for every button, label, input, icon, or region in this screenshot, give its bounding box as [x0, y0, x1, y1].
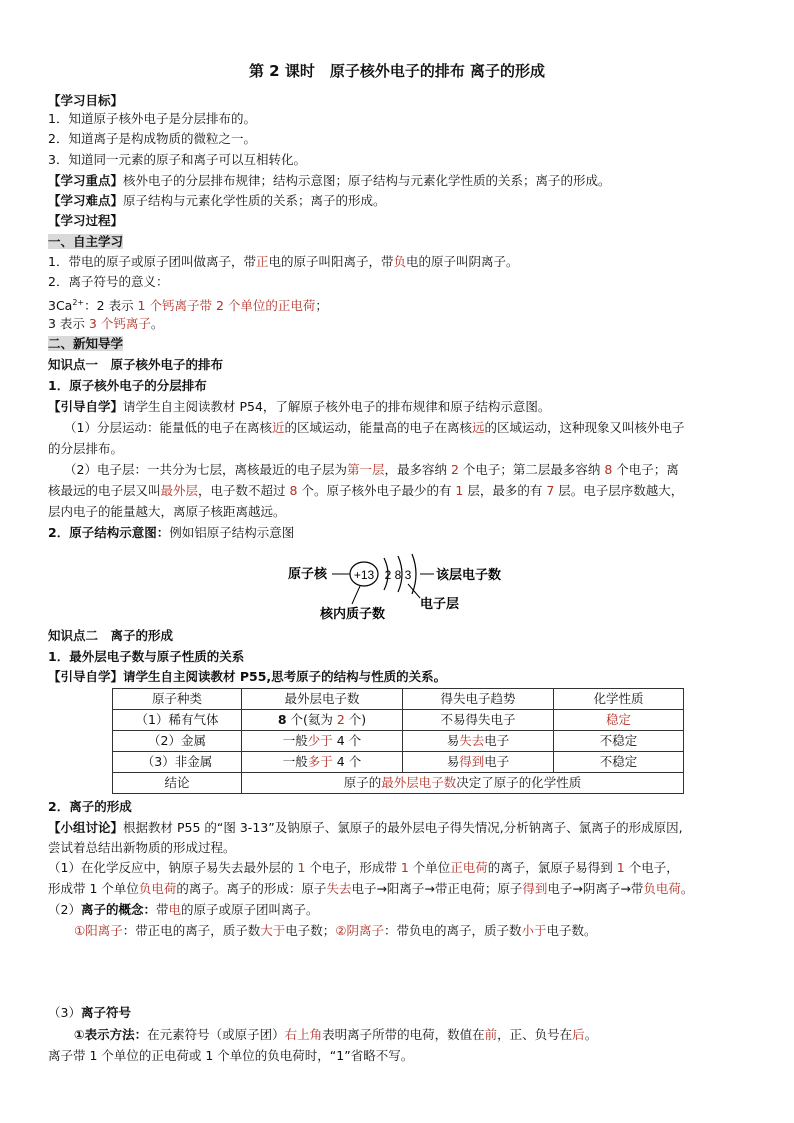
electron-shell-arc [412, 554, 416, 594]
text-line: 2．离子符号的意义： [48, 274, 169, 289]
section-heading: 一、自主学习 [48, 234, 124, 249]
text-line: 1．带电的原子或原子团叫做离子，带正电的原子叫阳离子，带负电的原子叫阴离子。 [48, 254, 519, 269]
table-row: （3）非金属 一般多于 4 个 易得到电子 不稳定 [113, 752, 684, 773]
text-line: 核最远的电子层又叫最外层，电子数不超过 8 个。原子核外电子最少的有 1 层，最多的有 7 层。电子层序数越大， [48, 483, 684, 498]
text-line: 3 表示 3 个钙离子。 [48, 316, 164, 331]
shell-electrons: 2 8 3 [384, 568, 412, 582]
text-line: 的分层排布。 [48, 441, 124, 456]
shell-count-label: 该层电子数 [436, 567, 502, 582]
table-row: 结论 原子的最外层电子数决定了原子的化学性质 [113, 773, 684, 794]
goals-heading: 【学习目标】 [48, 93, 124, 108]
subheading: 1．原子核外电子的分层排布 [48, 378, 207, 393]
text-line: 形成带 1 个单位负电荷的离子。离子的形成：原子失去电子→阳离子→带正电荷；原子得到电子→阴离子→带负电荷。 [48, 881, 694, 896]
text-line: 尝试着总结出新物质的形成过程。 [48, 840, 236, 855]
text-line: 【引导自学】请学生自主阅读教材 P55,思考原子的结构与性质的关系。 [48, 669, 447, 684]
text-line: ①阳离子：带正电的离子，质子数大于电子数；②阴离子：带负电的离子，质子数小于电子数。 [74, 923, 597, 938]
goal-item: 2．知道离子是构成物质的微粒之一。 [48, 131, 256, 146]
text-line: ①表示方法：在元素符号（或原子团）右上角表明离子所带的电荷，数值在前，正、负号在后。 [74, 1027, 598, 1042]
table-row: （2）金属 一般少于 4 个 易失去电子 不稳定 [113, 731, 684, 752]
text-line: 离子带 1 个单位的正电荷或 1 个单位的负电荷时，“1”省略不写。 [48, 1048, 414, 1063]
goal-item: 3．知道同一元素的原子和离子可以互相转化。 [48, 152, 306, 167]
process-heading: 【学习过程】 [48, 213, 124, 228]
nucleus-label: 原子核 [288, 566, 328, 581]
subheading: 2．原子结构示意图：例如铝原子结构示意图 [48, 525, 295, 540]
subheading: 2．离子的形成 [48, 799, 132, 814]
proton-count-label: 核内质子数 [320, 606, 386, 621]
text-line: （1）在化学反应中，钠原子易失去最外层的 1 个电子，形成带 1 个单位正电荷的离子，氯原子易得到 1 个电子， [48, 860, 679, 875]
text-line: （2）电子层：一共分为七层，离核最近的电子层为第一层，最多容纳 2 个电子；第二层最多容纳 8 个电子；离 [64, 462, 679, 477]
text-line: （3）离子符号 [48, 1005, 131, 1020]
knowledge-point: 知识点二 离子的形成 [48, 628, 174, 643]
text-line: 层内电子的能量越大，离原子核距离越远。 [48, 504, 286, 519]
atom-property-table [112, 688, 684, 794]
nucleus-charge: +13 [353, 568, 375, 582]
electron-layer-label: 电子层 [420, 596, 460, 611]
text-line: $3Ca^{2+}$：2 表示 1 个钙离子带 2 个单位的正电荷； [48, 298, 328, 314]
text-line: （1）分层运动：能量低的电子在离核近的区域运动，能量高的电子在离核远的区域运动，这种现象又叫核外电子 [64, 420, 685, 435]
text-line: （2）离子的概念：带电的原子或原子团叫离子。 [48, 902, 319, 917]
text-line: 【引导自学】请学生自主阅读教材 P54，了解原子核外电子的排布规律和原子结构示意图。 [48, 399, 551, 414]
table-row: （1）稀有气体 8 个(氦为 2 个) 不易得失电子 稳定 [113, 710, 684, 731]
difficulty: 【学习难点】原子结构与元素化学性质的关系；离子的形成。 [48, 193, 386, 208]
page-title: 第 2 课时 原子核外电子的排布 离子的形成 [248, 62, 546, 80]
section-heading: 二、新知导学 [48, 336, 124, 351]
key-points: 【学习重点】核外电子的分层排布规律；结构示意图；原子结构与元素化学性质的关系；离子的形成。 [48, 173, 611, 188]
text-line: 【小组讨论】根据教材 P55 的“图 3-13”及钠原子、氯原子的最外层电子得失情况,分析钠离子、氯离子的形成原因, [48, 820, 683, 835]
knowledge-point: 知识点一 原子核外电子的排布 [48, 357, 224, 372]
table-header-row: 原子种类 最外层电子数 得失电子趋势 化学性质 [113, 689, 684, 710]
goal-item: 1．知道原子核外电子是分层排布的。 [48, 111, 256, 126]
atom-structure-diagram [280, 552, 520, 624]
subheading: 1．最外层电子数与原子性质的关系 [48, 649, 245, 664]
